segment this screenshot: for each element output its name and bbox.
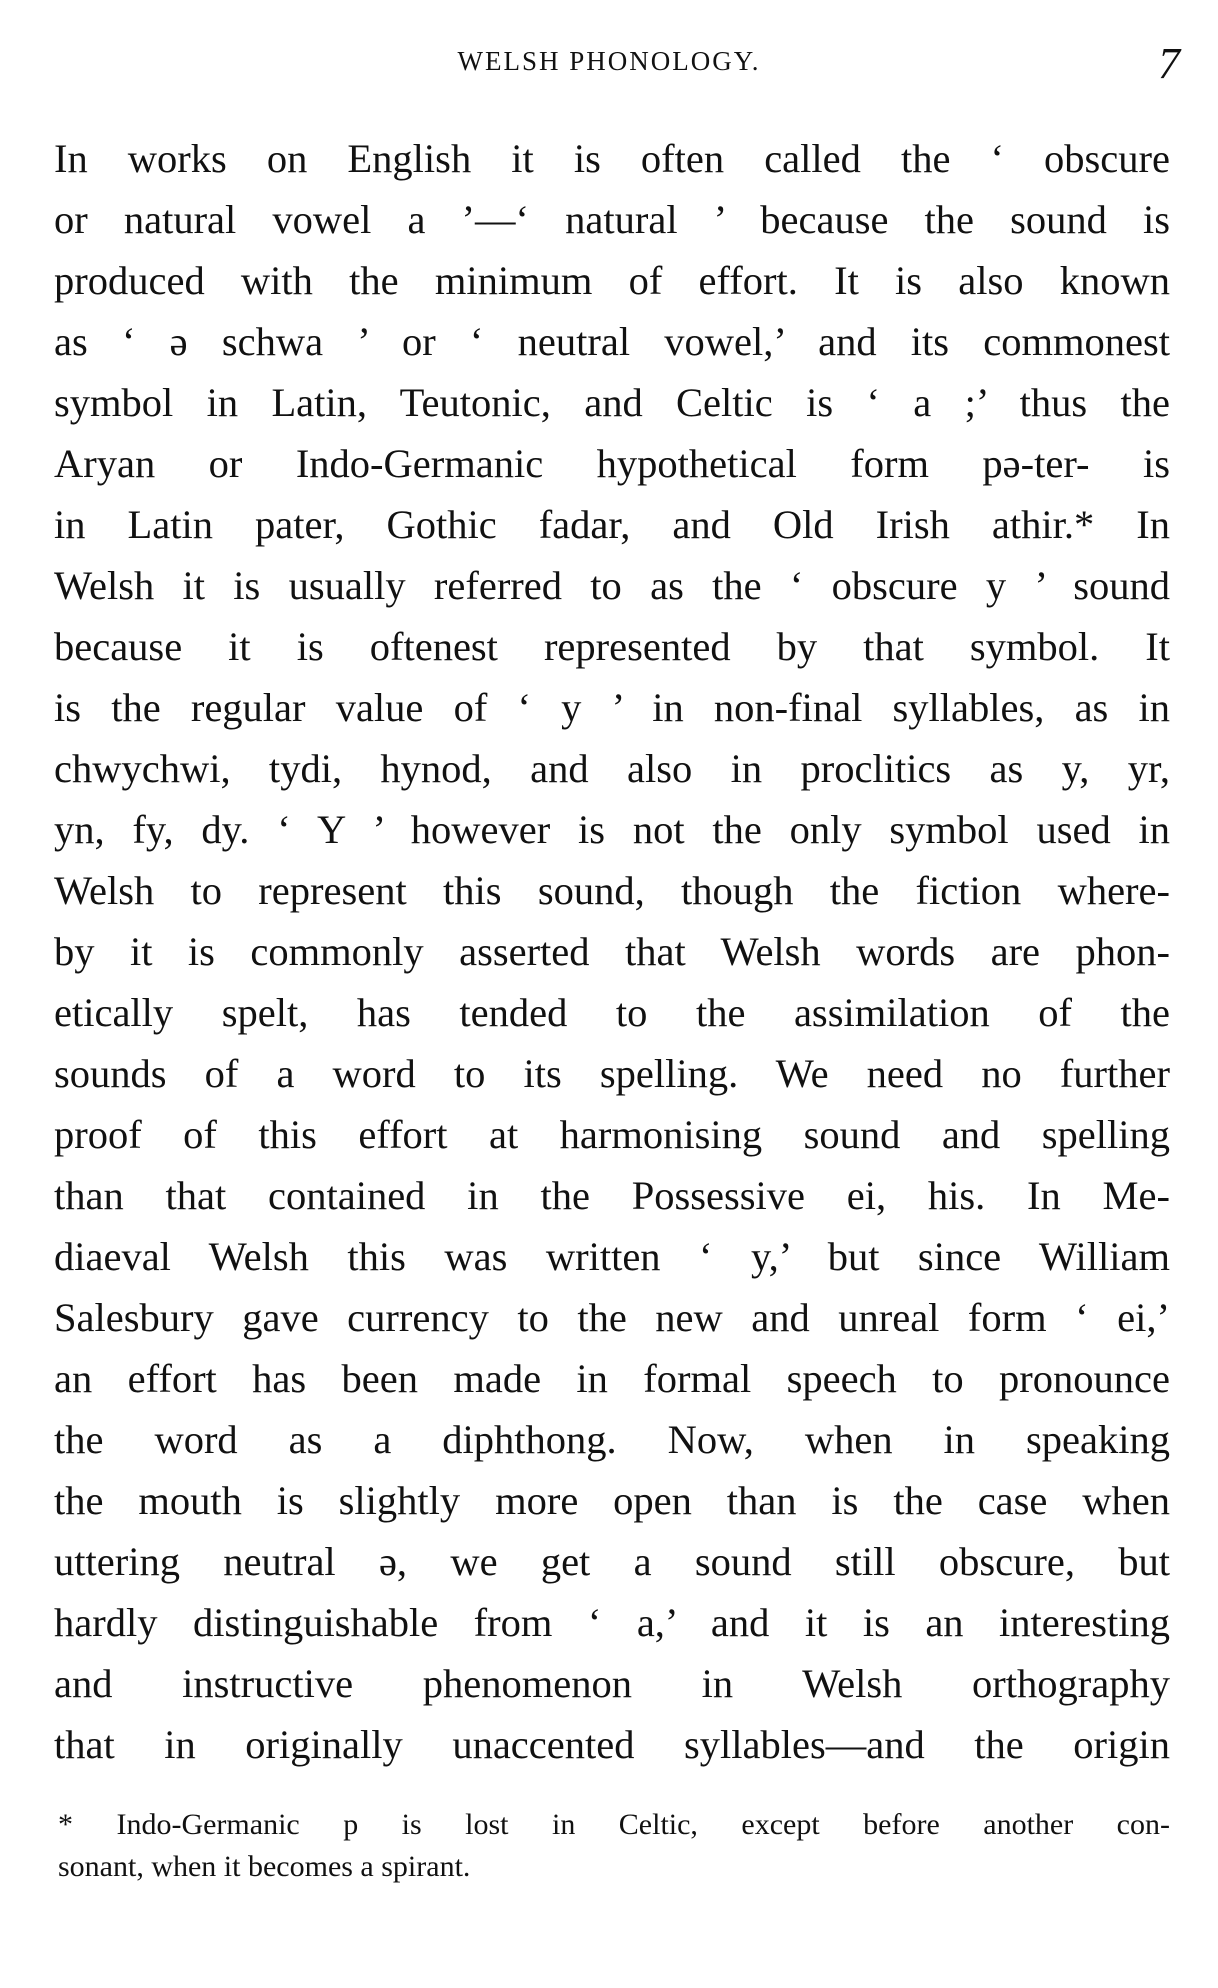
text-line: Welsh it is usually referred to as the ‘ obscure y ’ sound — [54, 563, 1170, 608]
text-line: in Latin pater, Gothic fadar, and Old Irish athir.* In — [54, 502, 1170, 547]
page-number: 7 — [1158, 39, 1180, 88]
text-line: chwychwi, tydi, hynod, and also in proclitics as y, yr, — [54, 746, 1170, 791]
text-line: yn, fy, dy. ‘ Y ’ however is not the only symbol used in — [54, 807, 1170, 852]
page-header — [0, 38, 1218, 88]
text-line: diaeval Welsh this was written ‘ y,’ but since William — [54, 1234, 1170, 1279]
text-line: Aryan or Indo-Germanic hypothetical form pə-ter- is — [54, 441, 1170, 486]
text-line: the mouth is slightly more open than is the case when — [54, 1478, 1170, 1523]
text-line: than that contained in the Possessive ei, his. In Me- — [54, 1173, 1170, 1218]
body-paragraph — [54, 128, 1170, 1775]
text-line: and instructive phenomenon in Welsh orthography — [54, 1661, 1170, 1706]
text-line: as ‘ ə schwa ’ or ‘ neutral vowel,’ and its commonest — [54, 319, 1170, 364]
text-line: produced with the minimum of effort. It is also known — [54, 258, 1170, 303]
text-line: Welsh to represent this sound, though the fiction where- — [54, 868, 1170, 913]
text-line: proof of this effort at harmonising sound and spelling — [54, 1112, 1170, 1157]
text-line: is the regular value of ‘ y ’ in non-final syllables, as in — [54, 685, 1170, 730]
text-line: that in originally unaccented syllables—and the origin — [54, 1722, 1170, 1767]
footnote-line: sonant, when it becomes a spirant. — [58, 1850, 471, 1883]
footnote — [58, 1804, 1170, 1888]
text-line: sounds of a word to its spelling. We need no further — [54, 1051, 1170, 1096]
text-line: the word as a diphthong. Now, when in speaking — [54, 1417, 1170, 1462]
running-head: WELSH PHONOLOGY. — [457, 46, 761, 76]
text-line: an effort has been made in formal speech to pronounce — [54, 1356, 1170, 1401]
text-line: or natural vowel a ’—‘ natural ’ because the sound is — [54, 197, 1170, 242]
text-line: uttering neutral ə, we get a sound still obscure, but — [54, 1539, 1170, 1584]
text-line: In works on English it is often called the ‘ obscure — [54, 136, 1170, 181]
text-line: symbol in Latin, Teutonic, and Celtic is ‘ a ;’ thus the — [54, 380, 1170, 425]
text-line: etically spelt, has tended to the assimilation of the — [54, 990, 1170, 1035]
text-line: by it is commonly asserted that Welsh words are phon- — [54, 929, 1170, 974]
text-line: hardly distinguishable from ‘ a,’ and it is an interesting — [54, 1600, 1170, 1645]
text-line: because it is oftenest represented by that symbol. It — [54, 624, 1170, 669]
text-line: Salesbury gave currency to the new and unreal form ‘ ei,’ — [54, 1295, 1170, 1340]
footnote-line: * Indo-Germanic p is lost in Celtic, except before another con- — [58, 1808, 1170, 1841]
